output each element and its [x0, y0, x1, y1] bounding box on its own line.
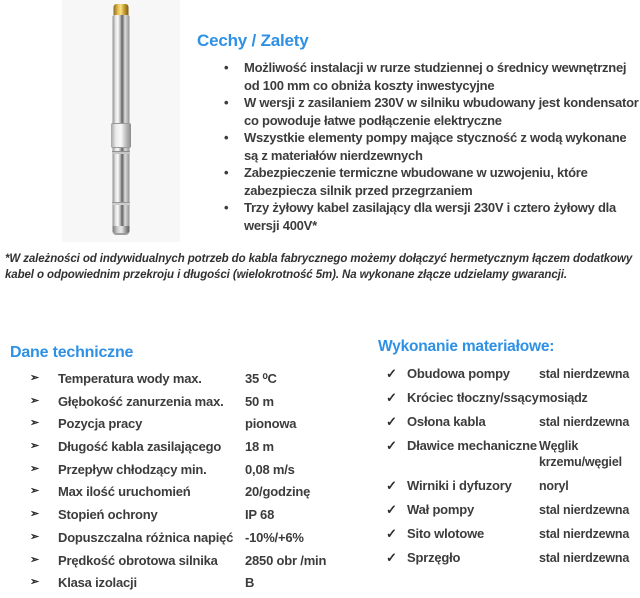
- feature-text: Możliwość instalacji w rurze studziennej o średnicy wewnętrznej od 100 mm co obniża koszty inwestycyjne: [244, 60, 627, 93]
- footnote: *W zależności od indywidualnych potrzeb do kabla fabrycznego możemy dołączyć hermetycznym łączem dodatkowy kabel o odpowiednim przekroju i długości (wielokrotność 5m). Na wykonane złącze udzielamy gwarancji.: [5, 253, 633, 281]
- arrow-bullet-icon: ➢: [30, 485, 40, 498]
- material-row: [378, 502, 636, 518]
- technical-row: [10, 462, 355, 477]
- row-value: stal nierdzewna: [539, 367, 630, 381]
- material-row: [378, 526, 636, 542]
- row-value: 20/godzinę: [245, 484, 311, 500]
- feature-item: [197, 164, 640, 199]
- row-label: Wał pompy: [407, 502, 475, 517]
- row-value: Węglik krzemu/węgiel: [539, 439, 622, 469]
- product-photo: [62, 0, 180, 242]
- row-label: Temperatura wody max.: [58, 371, 202, 386]
- feature-text: Trzy żyłowy kabel zasilający dla wersji 230V i cztero żyłowy dla wersji 400V*: [244, 200, 617, 233]
- row-label: Stopień ochrony: [58, 507, 158, 523]
- row-label: Pozycja pracy: [58, 416, 143, 432]
- bullet-dot-icon: •: [224, 60, 229, 75]
- arrow-bullet-icon: ➢: [30, 372, 40, 384]
- pump-ring: [112, 151, 130, 154]
- arrow-bullet-icon: ➢: [30, 508, 40, 521]
- row-value: -10%/+6%: [245, 529, 304, 545]
- technical-row: [10, 439, 355, 454]
- row-value: pionowa: [245, 416, 297, 432]
- technical-row: [10, 371, 355, 386]
- arrow-bullet-icon: ➢: [30, 417, 40, 430]
- row-value: stal nierdzewna: [539, 503, 630, 517]
- row-value: stal nierdzewna: [539, 551, 630, 565]
- materials-title: Wykonanie materiałowe:: [378, 338, 555, 355]
- row-value: IP 68: [245, 507, 275, 523]
- row-value: B: [245, 575, 255, 591]
- feature-text: Zabezpieczenie termiczne wbudowane w uzwojeniu, które zabezpiecza silnik przed przegrzaniem: [244, 165, 588, 198]
- row-value: stal nierdzewna: [539, 527, 630, 541]
- technical-row: [10, 553, 355, 568]
- row-label: Sito wlotowe: [407, 526, 485, 541]
- row-label: Klasa izolacji: [58, 575, 137, 591]
- row-value: noryl: [539, 479, 569, 493]
- row-label: Przepływ chłodzący min.: [58, 461, 207, 477]
- material-row: [378, 366, 636, 382]
- arrow-bullet-icon: ➢: [30, 394, 40, 407]
- row-value: mosiądz: [539, 391, 588, 405]
- row-value: stal nierdzewna: [539, 415, 630, 429]
- materials-section: [378, 338, 636, 574]
- pump-joint-section: [111, 123, 131, 148]
- row-value: 35 ⁰C: [245, 371, 277, 386]
- row-label: Dopuszczalna różnica napięć: [58, 529, 234, 545]
- feature-text: W wersji z zasilaniem 230V w silniku wbudowany jest kondensator co powoduje łatwe podłączenie elektryczne: [244, 95, 639, 128]
- technical-data-title: Dane techniczne: [10, 344, 134, 361]
- checkmark-icon: ✓: [386, 414, 397, 429]
- pump-motor-base: [113, 226, 130, 235]
- row-value: 50 m: [245, 393, 274, 409]
- material-row: [378, 390, 636, 406]
- materials-list: [378, 366, 636, 566]
- row-label: Max ilość uruchomień: [58, 484, 191, 500]
- features-section: [197, 31, 640, 234]
- technical-row: [10, 530, 355, 545]
- checkmark-icon: ✓: [386, 366, 397, 381]
- material-row: [378, 438, 636, 470]
- arrow-bullet-icon: ➢: [30, 576, 40, 589]
- row-label: Sprzęgło: [407, 550, 461, 565]
- row-label: Długość kabla zasilającego: [58, 439, 222, 455]
- bullet-dot-icon: •: [224, 200, 229, 215]
- features-list: [197, 59, 640, 234]
- bullet-dot-icon: •: [224, 130, 229, 145]
- arrow-bullet-icon: ➢: [30, 462, 40, 475]
- pump-ring: [112, 202, 130, 205]
- row-label: Dławice mechaniczne: [407, 438, 537, 453]
- checkmark-icon: ✓: [386, 550, 397, 565]
- feature-item: [197, 129, 640, 164]
- material-row: [378, 550, 636, 566]
- row-value: 0,08 m/s: [245, 461, 295, 477]
- technical-row: [10, 507, 355, 522]
- arrow-bullet-icon: ➢: [30, 440, 40, 453]
- technical-row: [10, 416, 355, 431]
- material-row: [378, 414, 636, 430]
- row-value: 2850 obr /min: [245, 552, 327, 568]
- checkmark-icon: ✓: [386, 502, 397, 517]
- row-value: 18 m: [245, 439, 274, 455]
- row-label: Głębokość zanurzenia max.: [58, 393, 224, 409]
- row-label: Króciec tłoczny/ssący: [407, 390, 539, 405]
- row-label: Obudowa pompy: [407, 366, 510, 381]
- row-label: Osłona kabla: [407, 414, 486, 429]
- checkmark-icon: ✓: [386, 478, 397, 493]
- bullet-dot-icon: •: [224, 165, 229, 180]
- technical-row: [10, 394, 355, 409]
- row-label: Wirniki i dyfuzory: [407, 478, 512, 493]
- technical-row: [10, 484, 355, 499]
- feature-item: [197, 59, 640, 94]
- features-title: Cechy / Zalety: [197, 31, 309, 50]
- arrow-bullet-icon: ➢: [30, 553, 40, 566]
- material-row: [378, 478, 636, 494]
- checkmark-icon: ✓: [386, 390, 397, 405]
- feature-item: [197, 94, 640, 129]
- technical-data-list: [10, 371, 355, 590]
- checkmark-icon: ✓: [386, 438, 397, 453]
- technical-data-section: [10, 344, 355, 598]
- checkmark-icon: ✓: [386, 526, 397, 541]
- technical-row: [10, 575, 355, 590]
- arrow-bullet-icon: ➢: [30, 530, 40, 543]
- row-label: Prędkość obrotowa silnika: [58, 552, 218, 568]
- bullet-dot-icon: •: [224, 95, 229, 110]
- feature-text: Wszystkie elementy pompy mające styczność z wodą wykonane są z materiałów nierdzewnych: [244, 130, 627, 163]
- feature-item: [197, 199, 640, 234]
